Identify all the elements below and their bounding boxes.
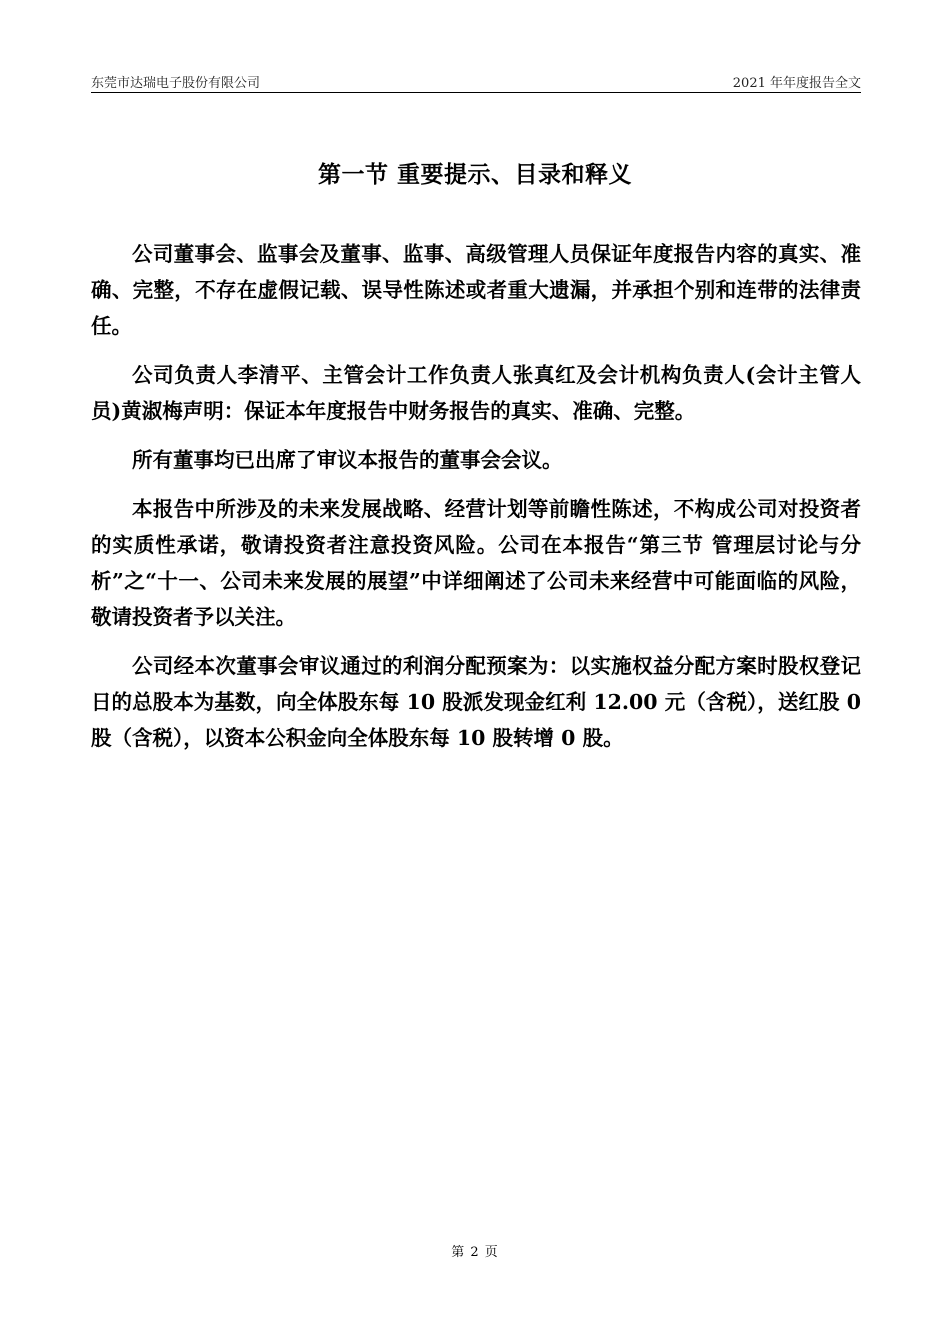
paragraph-directors-attendance: 所有董事均已出席了审议本报告的董事会会议。 — [132, 448, 563, 472]
page-header — [91, 70, 861, 93]
paragraph-board-guarantee: 公司董事会、监事会及董事、监事、高级管理人员保证年度报告内容的真实、准确、完整，不存在虚假记载、误导性陈述或者重大遗漏，并承担个别和连带的法律责任。 — [91, 242, 861, 338]
paragraph-financial-statement: 公司负责人李清平、主管会计工作负责人张真红及会计机构负责人(会计主管人员)黄淑梅声明：保证本年度报告中财务报告的真实、准确、完整。 — [91, 363, 861, 423]
paragraph-risk-notice: 本报告中所涉及的未来发展战略、经营计划等前瞻性陈述，不构成公司对投资者的实质性承诺，敬请投资者注意投资风险。公司在本报告“第三节 管理层讨论与分析”之“十一、公司未来发展的展望”中详细阐述了公司未来经营中可能面临的风险，敬请投资者予以关注。 — [91, 497, 861, 629]
header-company-name: 东莞市达瑞电子股份有限公司 — [91, 76, 261, 91]
page-number: 第 2 页 — [451, 1245, 499, 1260]
document-body — [91, 236, 861, 769]
paragraph-profit-distribution: 公司经本次董事会审议通过的利润分配预案为：以实施权益分配方案时股权登记日的总股本为基数，向全体股东每 10 股派发现金红利 12.00 元（含税），送红股 0 股（含税），以资本公积金向全体股东每 10 股转增 0 股。 — [91, 654, 861, 750]
section-title: 第一节 重要提示、目录和释义 — [317, 161, 632, 188]
header-report-title: 2021 年年度报告全文 — [732, 76, 861, 91]
